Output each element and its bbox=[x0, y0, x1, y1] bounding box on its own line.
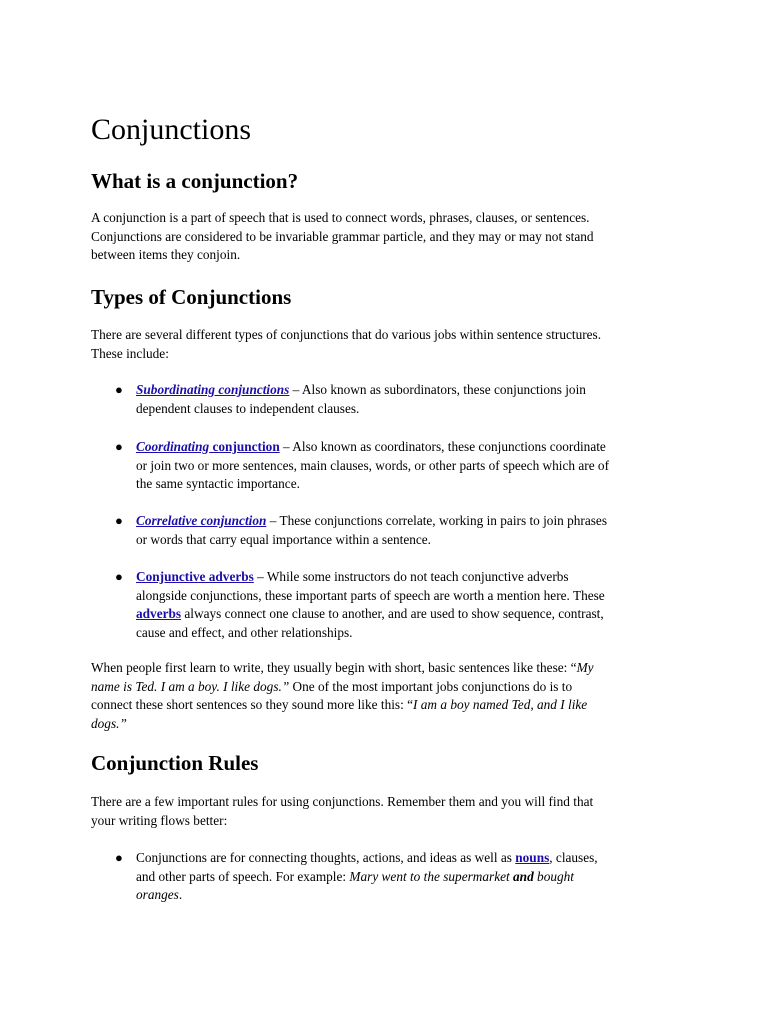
rules-intro-paragraph bbox=[91, 793, 681, 830]
list-item bbox=[91, 568, 681, 642]
item-line bbox=[136, 568, 681, 587]
example-text: One of the most important jobs conjunctions do is to bbox=[289, 678, 573, 694]
item-line: or join two or more sentences, main clauses, words, or other parts of speech which are of bbox=[136, 457, 610, 473]
rule-example: oranges bbox=[136, 887, 179, 902]
item-text: – While some instructors do not teach conjunctive adverbs bbox=[253, 569, 569, 584]
bullet-icon: ● bbox=[115, 569, 123, 584]
bullet-icon: ● bbox=[115, 382, 123, 397]
rule-example: bought bbox=[533, 868, 574, 884]
example-line-1 bbox=[91, 659, 681, 678]
subordinating-conjunctions-link[interactable]: Subordinating conjunctions bbox=[136, 382, 290, 397]
bullet-icon: ● bbox=[115, 513, 123, 528]
coordinating-link[interactable]: Coordinating bbox=[136, 439, 210, 454]
rule-example: Mary went to the supermarket bbox=[349, 868, 514, 884]
example-quote: I am a boy named Ted, and I like bbox=[413, 697, 588, 712]
bullet-icon: ● bbox=[115, 850, 123, 865]
item-line: alongside conjunctions, these important parts of speech are worth a mention here. These bbox=[136, 587, 605, 603]
rules-list bbox=[91, 849, 681, 905]
types-list bbox=[91, 438, 681, 494]
rule-text: . bbox=[178, 887, 183, 902]
item-line bbox=[136, 438, 681, 457]
example-paragraph bbox=[91, 659, 681, 733]
definition-line-2: Conjunctions are considered to be invariable grammar particle, and they may or may not stand bbox=[91, 228, 594, 244]
rule-line bbox=[136, 886, 681, 905]
example-line-2 bbox=[91, 678, 681, 697]
example-quote: My bbox=[576, 660, 594, 675]
rule-example-emphasis: and bbox=[513, 868, 534, 884]
item-line: or words that carry equal importance within a sentence. bbox=[136, 531, 432, 547]
item-line bbox=[136, 512, 681, 531]
example-text: When people first learn to write, they usually begin with short, basic sentences like these: “ bbox=[91, 660, 577, 675]
correlative-conjunction-link[interactable]: Correlative conjunction bbox=[136, 513, 267, 528]
list-item bbox=[91, 512, 681, 549]
list-item bbox=[91, 849, 681, 905]
item-text: – These conjunctions correlate, working in pairs to join phrases bbox=[266, 513, 607, 528]
list-item bbox=[91, 438, 681, 494]
bullet-icon: ● bbox=[115, 439, 123, 454]
rule-text: and other parts of speech. For example: bbox=[136, 868, 350, 884]
rules-intro-line-2: your writing flows better: bbox=[91, 812, 228, 828]
rule-text: , clauses, bbox=[549, 850, 598, 865]
types-list bbox=[91, 512, 681, 549]
rule-line bbox=[136, 868, 681, 887]
item-line: cause and effect, and other relationships. bbox=[136, 624, 353, 640]
example-quote: dogs.” bbox=[91, 715, 127, 731]
types-intro-line-1: There are several different types of conjunctions that do various jobs within sentence structures. bbox=[91, 327, 602, 342]
example-text: connect these short sentences so they sound more like this: “ bbox=[91, 697, 414, 712]
item-text: – Also known as subordinators, these conjunctions join bbox=[289, 382, 586, 397]
list-item bbox=[91, 381, 681, 418]
rule-text: Conjunctions are for connecting thoughts, actions, and ideas as well as bbox=[136, 850, 516, 865]
types-list bbox=[91, 381, 681, 418]
item-text: – Also known as coordinators, these conjunctions coordinate bbox=[279, 439, 606, 454]
rules-intro-line-1: There are a few important rules for using conjunctions. Remember them and you will find that bbox=[91, 794, 594, 809]
page-title: Conjunctions bbox=[91, 113, 252, 146]
heading-what-is: What is a conjunction? bbox=[91, 169, 299, 193]
item-line: the same syntactic importance. bbox=[136, 476, 300, 491]
heading-types: Types of Conjunctions bbox=[91, 285, 292, 309]
conjunction-link[interactable]: conjunction bbox=[209, 439, 280, 454]
example-quote: name is Ted. I am a boy. I like dogs.” bbox=[91, 678, 290, 694]
item-line bbox=[136, 381, 681, 400]
adverbs-link[interactable]: adverbs bbox=[136, 606, 182, 621]
types-list bbox=[91, 568, 681, 642]
example-line-3 bbox=[91, 696, 681, 715]
example-line-4 bbox=[91, 715, 681, 734]
heading-rules: Conjunction Rules bbox=[91, 751, 259, 775]
nouns-link[interactable]: nouns bbox=[515, 850, 550, 865]
item-text: always connect one clause to another, and are used to show sequence, contrast, bbox=[181, 606, 604, 621]
item-line: dependent clauses to independent clauses. bbox=[136, 400, 360, 416]
types-intro-line-2: These include: bbox=[91, 345, 169, 361]
definition-line-3: between items they conjoin. bbox=[91, 247, 241, 262]
rule-line bbox=[136, 849, 681, 868]
conjunctive-adverbs-link[interactable]: Conjunctive adverbs bbox=[136, 569, 254, 584]
definition-paragraph bbox=[91, 209, 681, 265]
item-line bbox=[136, 605, 681, 624]
definition-line-1: A conjunction is a part of speech that is used to connect words, phrases, clauses, or sentences. bbox=[91, 210, 590, 225]
types-intro-paragraph bbox=[91, 326, 681, 363]
